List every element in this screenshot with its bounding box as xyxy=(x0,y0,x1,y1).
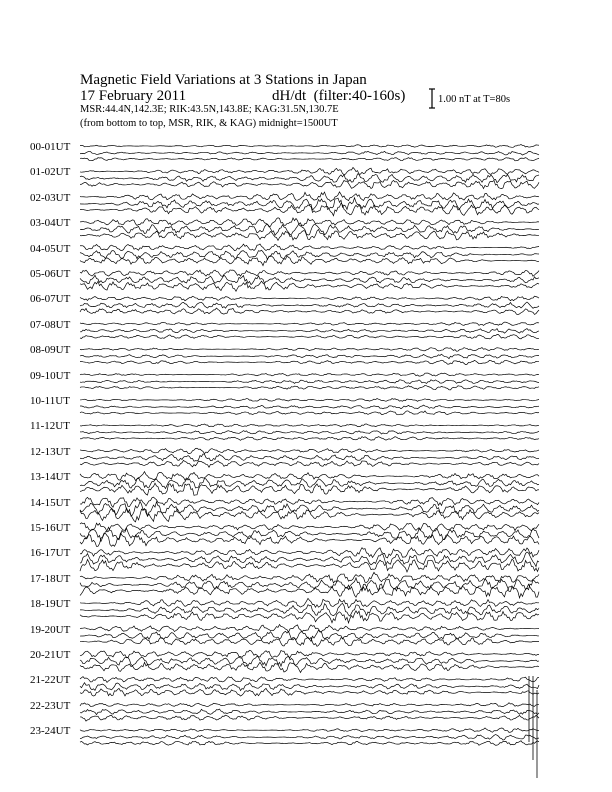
hour-label: 03-04UT xyxy=(30,217,71,230)
trace-msr-10-11UT xyxy=(80,411,539,415)
trace-msr-23-24UT xyxy=(80,741,539,746)
trace-msr-07-08UT xyxy=(80,335,539,339)
trace-msr-20-21UT xyxy=(80,662,539,672)
trace-kag-04-05UT xyxy=(80,244,539,251)
trace-kag-05-06UT xyxy=(80,270,539,276)
trace-kag-16-17UT xyxy=(80,548,539,558)
trace-kag-01-02UT xyxy=(80,167,539,174)
trace-kag-15-16UT xyxy=(80,523,539,532)
hour-label: 07-08UT xyxy=(30,318,71,331)
scale-bar-label: 1.00 nT at T=80s xyxy=(438,94,511,105)
scale-bar xyxy=(429,89,435,108)
trace-kag-07-08UT xyxy=(80,322,539,325)
trace-kag-22-23UT xyxy=(80,703,539,707)
trace-kag-00-01UT xyxy=(80,145,539,148)
hour-label: 15-16UT xyxy=(30,522,71,534)
trace-kag-21-22UT xyxy=(80,677,539,683)
hour-label: 04-05UT xyxy=(30,242,71,255)
hour-label: 17-18UT xyxy=(30,572,71,585)
hour-label: 09-10UT xyxy=(30,369,71,382)
trace-rik-23-24UT xyxy=(80,734,539,740)
hour-label: 06-07UT xyxy=(30,293,71,306)
trace-kag-02-03UT xyxy=(80,192,539,201)
hour-label: 13-14UT xyxy=(30,471,71,484)
hour-label: 12-13UT xyxy=(30,445,71,458)
filter-label: dH/dt (filter:40-160s) xyxy=(272,88,406,104)
hour-label: 21-22UT xyxy=(30,674,71,687)
trace-rik-21-22UT xyxy=(80,683,539,691)
hour-label: 19-20UT xyxy=(30,623,71,636)
date-label: 17 February 2011 xyxy=(80,88,187,104)
trace-kag-09-10UT xyxy=(80,373,539,376)
station-coordinates: MSR:44.4N,142.3E; RIK:43.5N,143.8E; KAG:31.5N,130.7E xyxy=(80,104,339,115)
trace-kag-03-04UT xyxy=(80,218,539,227)
trace-rik-01-02UT xyxy=(80,174,539,183)
trace-kag-10-11UT xyxy=(80,399,539,402)
station-order-note: (from bottom to top, MSR, RIK, & KAG) midnight=1500UT xyxy=(80,118,338,129)
trace-kag-12-13UT xyxy=(80,448,539,453)
trace-rik-03-04UT xyxy=(80,223,539,235)
trace-rik-13-14UT xyxy=(80,478,539,489)
trace-rik-09-10UT xyxy=(80,380,539,384)
trace-kag-08-09UT xyxy=(80,348,539,352)
trace-msr-00-01UT xyxy=(80,158,539,161)
trace-rik-22-23UT xyxy=(80,709,539,715)
hour-label: 08-09UT xyxy=(30,344,71,357)
trace-msr-04-05UT xyxy=(80,256,539,266)
hour-label: 01-02UT xyxy=(30,166,71,179)
trace-msr-17-18UT xyxy=(80,584,539,598)
trace-rik-02-03UT xyxy=(80,198,539,210)
hour-label: 20-21UT xyxy=(30,649,71,661)
hour-label: 11-12UT xyxy=(30,420,70,433)
trace-kag-20-21UT xyxy=(80,650,539,657)
trace-rik-10-11UT xyxy=(80,405,539,409)
trace-rik-20-21UT xyxy=(80,656,539,666)
trace-msr-18-19UT xyxy=(80,611,539,623)
trace-msr-01-02UT xyxy=(80,180,539,188)
trace-msr-22-23UT xyxy=(80,715,539,721)
trace-group xyxy=(80,145,539,778)
trace-rik-11-12UT xyxy=(80,431,539,434)
trace-kag-13-14UT xyxy=(80,472,539,481)
trace-msr-09-10UT xyxy=(80,385,539,390)
trace-kag-06-07UT xyxy=(80,296,539,301)
hour-label: 02-03UT xyxy=(30,191,71,204)
trace-kag-23-24UT xyxy=(80,728,539,732)
trace-rik-08-09UT xyxy=(80,354,539,358)
trace-msr-08-09UT xyxy=(80,360,539,364)
trace-msr-13-14UT xyxy=(80,483,539,495)
trace-rik-12-13UT xyxy=(80,454,539,461)
trace-kag-14-15UT xyxy=(80,497,539,507)
trace-msr-11-12UT xyxy=(80,437,539,441)
hour-label: 05-06UT xyxy=(30,268,71,280)
hour-label: 23-24UT xyxy=(30,725,71,738)
hour-label: 16-17UT xyxy=(30,547,71,560)
hour-label: 18-19UT xyxy=(30,598,71,611)
trace-msr-06-07UT xyxy=(80,308,539,314)
hour-label: 14-15UT xyxy=(30,496,71,509)
trace-rik-06-07UT xyxy=(80,302,539,308)
trace-rik-19-20UT xyxy=(80,630,539,641)
trace-kag-11-12UT xyxy=(80,424,539,427)
trace-rik-00-01UT xyxy=(80,151,539,155)
trace-kag-18-19UT xyxy=(80,598,539,607)
trace-rik-05-06UT xyxy=(80,275,539,285)
trace-rik-17-18UT xyxy=(80,578,539,591)
trace-msr-12-13UT xyxy=(80,460,539,467)
trace-rik-07-08UT xyxy=(80,329,539,334)
trace-msr-15-16UT xyxy=(80,533,539,546)
trace-rik-15-16UT xyxy=(80,527,539,541)
hour-label: 22-23UT xyxy=(30,699,71,712)
trace-msr-21-22UT xyxy=(80,688,539,696)
trace-kag-19-20UT xyxy=(80,625,539,633)
trace-rik-04-05UT xyxy=(80,250,539,259)
hour-label: 00-01UT xyxy=(30,141,71,153)
trace-msr-05-06UT xyxy=(80,281,539,291)
trace-msr-14-15UT xyxy=(80,508,539,522)
hour-label: 10-11UT xyxy=(30,395,70,407)
chart-title: Magnetic Field Variations at 3 Stations in Japan xyxy=(80,72,367,88)
